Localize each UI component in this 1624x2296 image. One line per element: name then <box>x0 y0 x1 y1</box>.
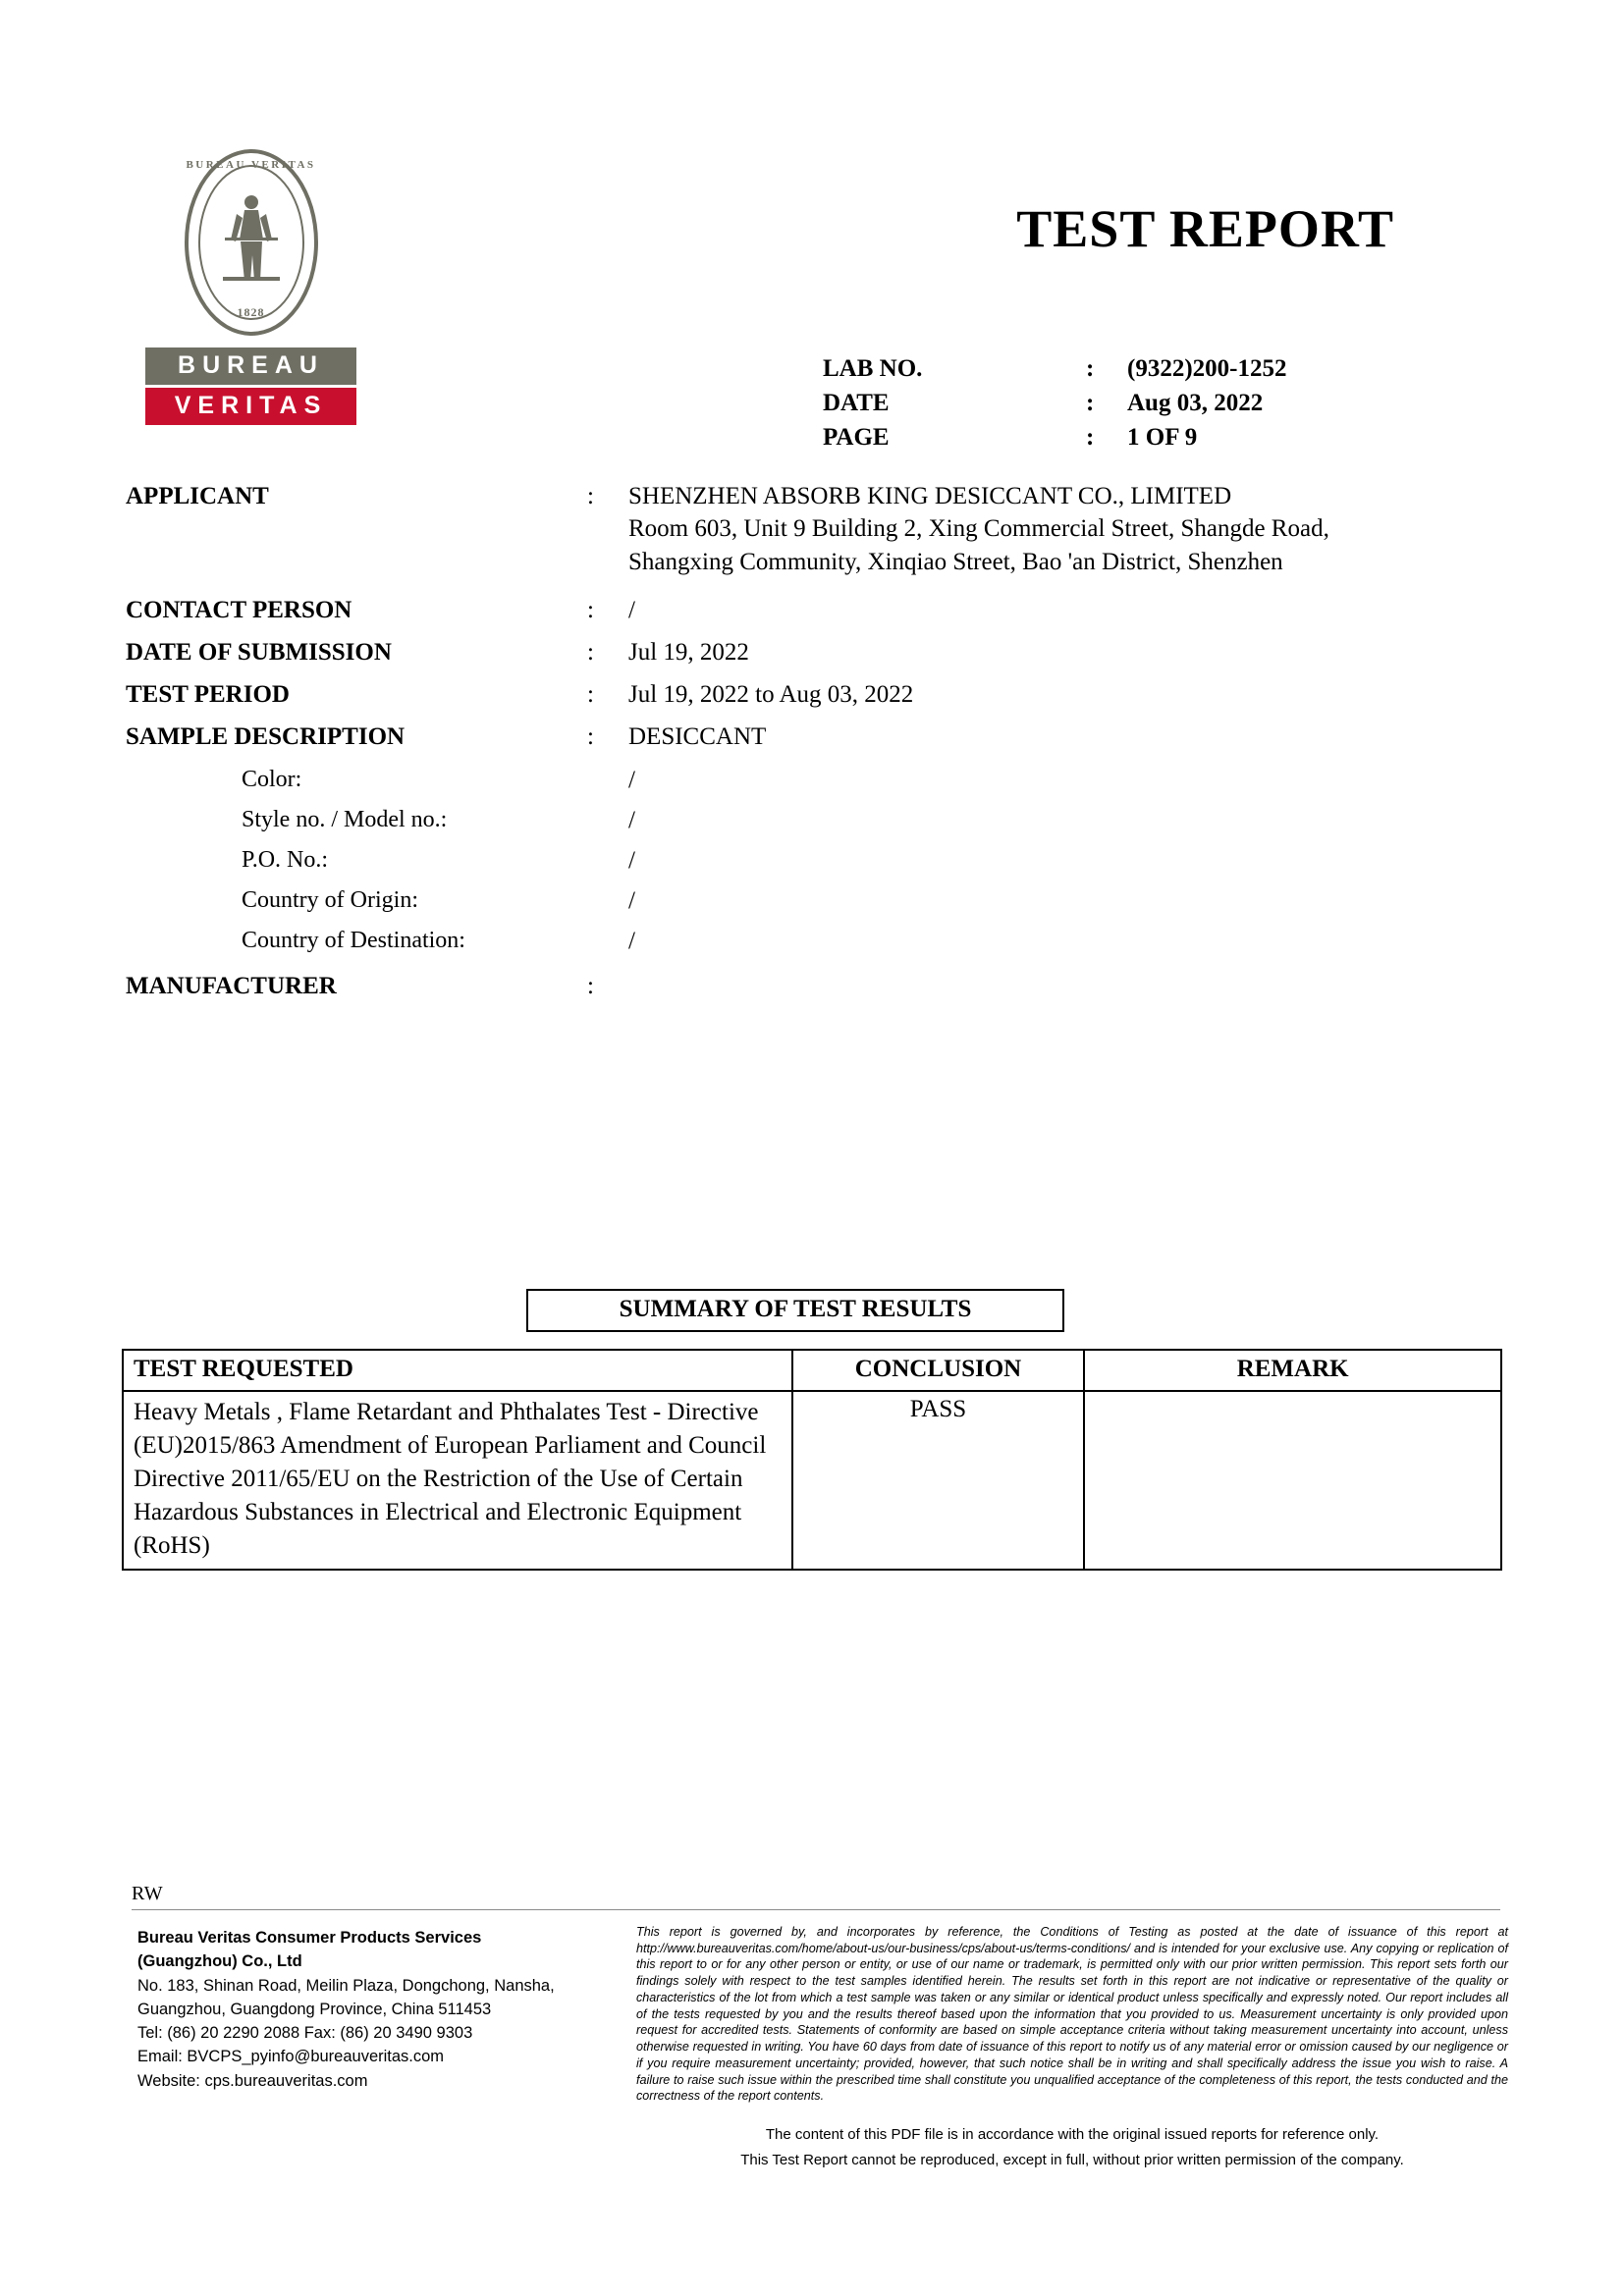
logo-word-veritas: VERITAS <box>145 388 356 425</box>
meta-label-date: DATE <box>823 390 890 416</box>
seal-top-text: BUREAU VERITAS <box>186 159 316 171</box>
meta-value-page: 1 OF 9 <box>1127 424 1198 451</box>
test-results-table <box>122 1349 1502 1571</box>
meta-label-page: PAGE <box>823 424 890 451</box>
footer-company-line1: Bureau Veritas Consumer Products Services <box>137 1929 482 1947</box>
column-header-test-requested: TEST REQUESTED <box>123 1350 792 1391</box>
info-row-manufacturer <box>126 973 1500 1000</box>
info-label-style-model-no: Style no. / Model no.: <box>242 807 448 832</box>
logo-wordmark <box>145 347 356 425</box>
page-title: TEST REPORT <box>1016 199 1394 258</box>
info-row-po-no <box>126 847 1500 875</box>
table-row <box>123 1391 1501 1570</box>
info-value-test-period: Jul 19, 2022 to Aug 03, 2022 <box>628 681 914 708</box>
footer-email: Email: BVCPS_pyinfo@bureauveritas.com <box>137 2048 445 2066</box>
info-colon-date-of-submission: : <box>587 639 594 666</box>
document-header <box>0 0 1624 471</box>
cell-remark <box>1084 1391 1501 1570</box>
table-header-row <box>123 1350 1501 1391</box>
footer-divider <box>132 1909 1500 1910</box>
info-label-country-of-destination: Country of Destination: <box>242 928 465 953</box>
info-row-test-period <box>126 681 1500 709</box>
seal-year-text: 1828 <box>237 305 265 319</box>
applicant-info-block <box>126 483 1500 1012</box>
footer-phone: Tel: (86) 20 2290 2088 Fax: (86) 20 3490 9303 <box>137 2024 473 2042</box>
meta-row-lab-no <box>823 355 1286 390</box>
bureau-veritas-logo <box>145 145 356 425</box>
info-value-style-model-no: / <box>628 807 635 833</box>
footer-note-reproduction: This Test Report cannot be reproduced, except in full, without prior written permission of the company. <box>740 2151 1404 2168</box>
info-row-country-of-destination <box>126 928 1500 955</box>
summary-of-test-results-heading: SUMMARY OF TEST RESULTS <box>526 1289 1064 1332</box>
info-row-country-of-origin <box>126 887 1500 915</box>
cell-test-requested: Heavy Metals , Flame Retardant and Phthalates Test - Directive (EU)2015/863 Amendment of European Parliament and Council Directive 2011/65/EU on the Restriction of the Use of Certain Hazardous Substances in Electrical and Electronic Equipment (RoHS) <box>123 1391 792 1570</box>
footer-note-pdf-accordance: The content of this PDF file is in accordance with the original issued reports for reference only. <box>765 2126 1380 2143</box>
info-value-contact-person: / <box>628 597 635 623</box>
info-label-contact-person: CONTACT PERSON <box>126 597 352 623</box>
info-value-po-no: / <box>628 847 635 874</box>
info-label-color: Color: <box>242 767 302 792</box>
logo-word-bureau: BUREAU <box>145 347 356 385</box>
info-colon-applicant: : <box>587 483 594 509</box>
report-meta-block <box>823 355 1286 458</box>
info-value-sample-description: DESICCANT <box>628 723 767 750</box>
info-value-country-of-destination: / <box>628 928 635 954</box>
info-row-date-of-submission <box>126 639 1500 667</box>
sample-sub-fields <box>126 767 1500 955</box>
footer-initials: RW <box>132 1883 164 1904</box>
meta-value-date: Aug 03, 2022 <box>1127 390 1264 416</box>
column-header-remark: REMARK <box>1084 1350 1501 1391</box>
info-label-country-of-origin: Country of Origin: <box>242 887 418 913</box>
info-row-contact-person <box>126 597 1500 624</box>
info-label-test-period: TEST PERIOD <box>126 681 290 708</box>
info-label-po-no: P.O. No.: <box>242 847 329 873</box>
info-colon-manufacturer: : <box>587 973 594 999</box>
info-label-sample-description: SAMPLE DESCRIPTION <box>126 723 406 750</box>
footer-lab-address-block <box>137 1926 560 2093</box>
info-label-date-of-submission: DATE OF SUBMISSION <box>126 639 392 666</box>
info-row-color <box>126 767 1500 794</box>
info-colon-sample-description: : <box>587 723 594 750</box>
column-header-conclusion: CONCLUSION <box>792 1350 1085 1391</box>
info-row-style-model-no <box>126 807 1500 834</box>
footer-company-line2: (Guangzhou) Co., Ltd <box>137 1952 302 1971</box>
info-value-applicant-address: Room 603, Unit 9 Building 2, Xing Commercial Street, Shangde Road, Shangxing Community, Xinqiao Street, Bao 'an District, Shenzhen <box>628 515 1329 575</box>
info-row-sample-description <box>126 723 1500 751</box>
meta-colon-lab-no: : <box>1086 355 1095 382</box>
info-value-color: / <box>628 767 635 793</box>
info-label-applicant: APPLICANT <box>126 483 269 509</box>
info-row-applicant <box>126 483 1500 579</box>
meta-row-date <box>823 390 1286 424</box>
cell-conclusion: PASS <box>792 1391 1085 1570</box>
info-value-date-of-submission: Jul 19, 2022 <box>628 639 749 666</box>
document-footer <box>0 1916 1624 2250</box>
info-colon-contact-person: : <box>587 597 594 623</box>
info-value-applicant-name: SHENZHEN ABSORB KING DESICCANT CO., LIMITED <box>628 483 1232 509</box>
meta-label-lab-no: LAB NO. <box>823 355 923 382</box>
meta-value-lab-no: (9322)200-1252 <box>1127 355 1287 382</box>
footer-legal-text: This report is governed by, and incorporates by reference, the Conditions of Testing as posted at the date of issuance of this report at http://www.bureauveritas.com/home/about-us/our-business/cps/about-us/terms-conditions/ and is intended for your exclusive use. Any copying or replication of this report to or for any other person or entity, or use of our name or trademark, is permitted only with our prior written permission. This report sets forth our findings solely with respect to the test samples identified herein. The results set forth in this report are not indicative or representative of the quality or characteristics of the lot from which a test sample was taken or any similar or identical product unless specifically and expressly noted. Our report includes all of the tests requested by you and the results thereof based upon the information that you provided to us. Measurement uncertainty is only provided upon request for accredited tests. Statements of conformity are based on simple acceptance criteria without taking measurement uncertainty into account, unless otherwise requested in writing. You have 60 days from date of issuance of this report to notify us of any material error or omission caused by our negligence or if you require measurement uncertainty; provided, however, that such notice shall be in writing and shall specifically address the issue you wish to raise. A failure to raise such issue within the prescribed time shall constitute you unqualified acceptance of the completeness of this report, the tests conducted and the correctness of the report contents. <box>636 1925 1508 2104</box>
info-colon-test-period: : <box>587 681 594 708</box>
footer-address: No. 183, Shinan Road, Meilin Plaza, Dongchong, Nansha, Guangzhou, Guangdong Province, China 511453 <box>137 1976 555 2018</box>
meta-colon-date: : <box>1086 390 1095 416</box>
info-value-country-of-origin: / <box>628 887 635 914</box>
footer-website: Website: cps.bureauveritas.com <box>137 2071 368 2090</box>
meta-colon-page: : <box>1086 424 1095 451</box>
meta-row-page <box>823 424 1286 458</box>
info-label-manufacturer: MANUFACTURER <box>126 973 337 999</box>
footer-notes <box>636 2122 1508 2172</box>
